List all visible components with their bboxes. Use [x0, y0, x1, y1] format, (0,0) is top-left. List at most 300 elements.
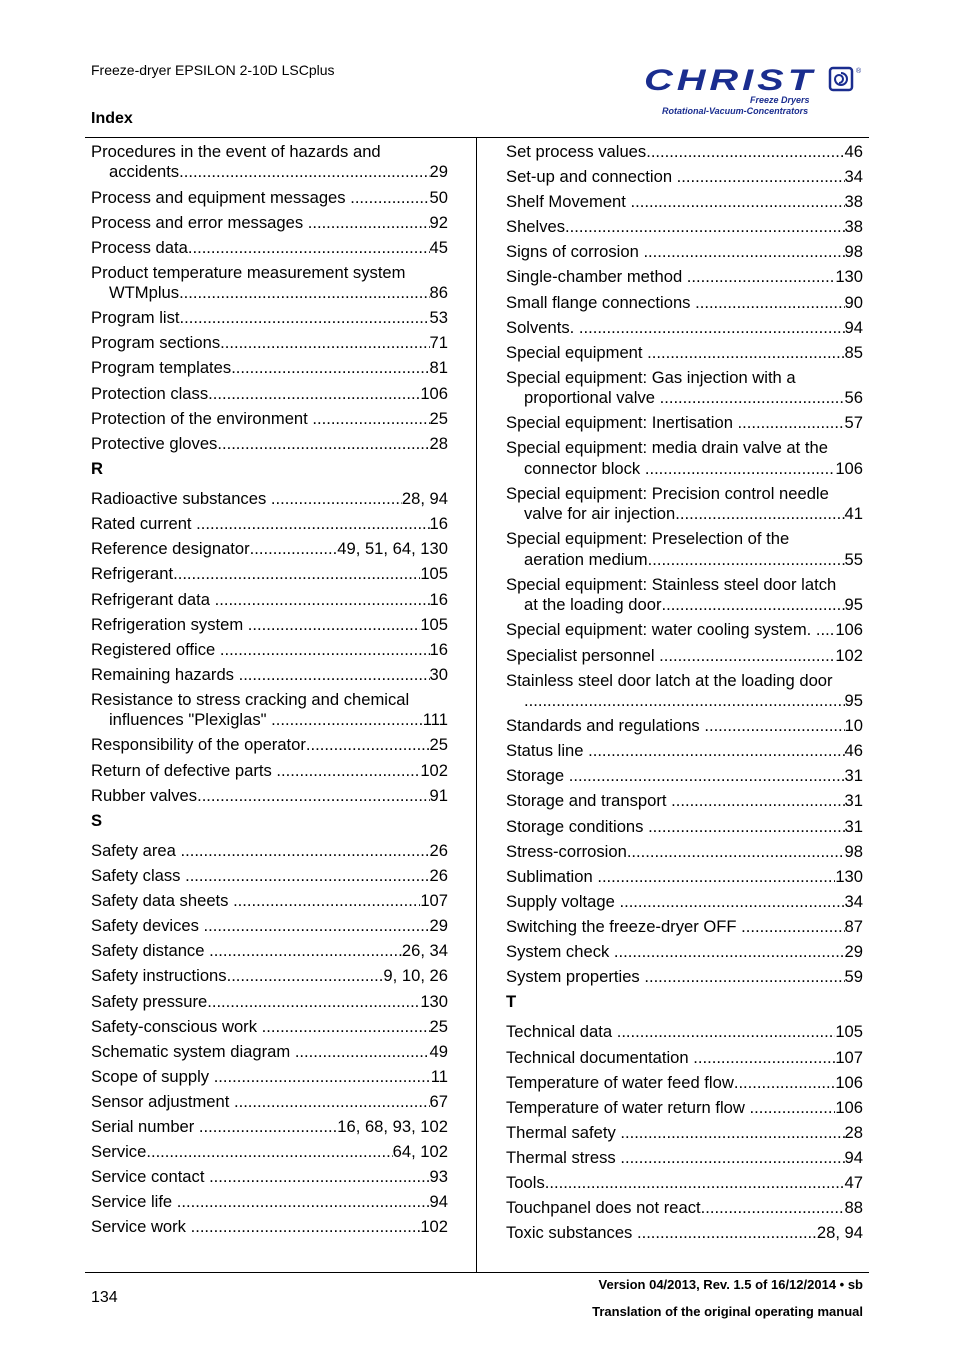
index-page-ref: 102	[835, 645, 863, 665]
index-page-ref: 130	[835, 267, 863, 287]
index-term: Special equipment: Precision control needle	[506, 483, 829, 503]
dot-leader	[227, 966, 384, 986]
index-entry-line	[91, 384, 448, 404]
registered-mark: ®	[856, 68, 862, 75]
index-entry-line	[506, 368, 863, 388]
dot-leader	[661, 595, 844, 615]
index-entry-line	[506, 646, 863, 666]
index-entry	[91, 786, 448, 806]
index-page-ref: 86	[429, 283, 448, 303]
index-entry-line	[91, 966, 448, 986]
dot-leader	[704, 716, 844, 736]
index-entry-line	[91, 761, 448, 781]
dot-leader	[617, 1022, 836, 1042]
index-entry	[91, 640, 448, 660]
index-entry-line	[91, 1017, 448, 1037]
index-page-ref: 46	[844, 741, 863, 761]
dot-leader	[631, 192, 845, 212]
dot-leader	[643, 242, 844, 262]
index-term: Protective gloves	[91, 433, 218, 453]
dot-leader	[179, 283, 429, 303]
index-entry-line	[506, 766, 863, 786]
index-page-ref: 38	[844, 217, 863, 237]
index-entry	[506, 867, 863, 887]
index-term: Special equipment	[506, 342, 648, 362]
index-entry	[91, 916, 448, 936]
dot-leader	[191, 1217, 421, 1237]
dot-leader	[645, 459, 835, 479]
header-rule	[85, 137, 869, 138]
index-page-ref: 106	[835, 620, 863, 640]
index-term: Process and equipment messages	[91, 187, 351, 207]
dot-leader	[675, 504, 844, 524]
index-term: Technical data	[506, 1022, 617, 1042]
index-term: Touchpanel does not react	[506, 1198, 701, 1218]
index-entry-line	[506, 192, 863, 212]
index-entry	[506, 217, 863, 237]
index-term: Temperature of water feed flow	[506, 1072, 734, 1092]
index-entry-line	[506, 817, 863, 837]
index-page-ref: 45	[429, 237, 448, 257]
dot-leader	[204, 916, 430, 936]
index-entry	[506, 741, 863, 761]
index-page-ref: 59	[844, 967, 863, 987]
index-page-ref: 92	[429, 212, 448, 232]
index-term: Registered office	[91, 639, 220, 659]
index-entry	[91, 539, 448, 559]
index-entry-line	[91, 142, 448, 162]
index-entry-line	[506, 741, 863, 761]
index-entry	[91, 841, 448, 861]
index-entry-line	[506, 620, 863, 640]
index-entry	[506, 368, 863, 409]
index-entry	[91, 213, 448, 233]
index-entry	[506, 167, 863, 187]
index-term: Service	[91, 1142, 147, 1162]
index-term: Technical documentation	[506, 1047, 694, 1067]
index-entry-line	[506, 142, 863, 162]
index-entry-line	[506, 575, 863, 595]
index-page-ref: 47	[844, 1173, 863, 1193]
index-page-ref: 31	[844, 766, 863, 786]
index-term: Responsibility of the operator	[91, 735, 306, 755]
christ-spiral-logo-icon	[642, 64, 867, 96]
dot-leader	[215, 590, 430, 610]
index-term: Toxic substances	[506, 1223, 637, 1243]
dot-leader	[588, 741, 844, 761]
index-entry-line	[506, 318, 863, 338]
dot-leader	[207, 992, 420, 1012]
index-entry-line	[506, 1073, 863, 1093]
index-entry-line	[91, 514, 448, 534]
index-entry	[506, 318, 863, 338]
dot-leader	[648, 817, 844, 837]
index-page-ref: 29	[429, 162, 448, 182]
index-entry-line	[506, 1198, 863, 1218]
index-entry	[91, 142, 448, 183]
index-term: valve for air injection	[524, 504, 676, 524]
index-term: Safety instructions	[91, 966, 227, 986]
index-term: Service work	[91, 1217, 191, 1237]
index-term: Process and error messages	[91, 212, 308, 232]
index-page-ref: 105	[420, 614, 448, 634]
index-entry	[506, 1022, 863, 1042]
index-term: Process data	[91, 237, 188, 257]
index-term: Specialist personnel	[506, 645, 660, 665]
index-page-ref: 38	[844, 192, 863, 212]
index-entry	[506, 766, 863, 786]
index-term: Program sections	[91, 333, 221, 353]
index-entry	[91, 966, 448, 986]
index-entry-line	[506, 892, 863, 912]
index-term: Supply voltage	[506, 891, 620, 911]
index-page-ref: 9, 10, 26	[383, 966, 448, 986]
index-page-ref: 81	[429, 358, 448, 378]
index-term: Special equipment: water cooling system.	[506, 620, 816, 640]
index-entry	[91, 333, 448, 353]
index-entry	[506, 343, 863, 363]
index-entry-line	[91, 409, 448, 429]
index-term: Sublimation	[506, 866, 598, 886]
dot-leader	[687, 267, 836, 287]
index-entry	[91, 761, 448, 781]
index-term: System properties	[506, 967, 645, 987]
index-entry-line	[506, 942, 863, 962]
index-entry-line	[506, 691, 863, 711]
index-term: Shelves	[506, 217, 566, 237]
index-term: Resistance to stress cracking and chemical	[91, 689, 410, 709]
index-page-ref: 16	[429, 589, 448, 609]
index-entry-line	[91, 539, 448, 559]
index-entry	[91, 564, 448, 584]
dot-leader	[220, 640, 430, 660]
index-entry	[91, 891, 448, 911]
doc-title: Freeze-dryer EPSILON 2-10D LSCplus	[91, 62, 335, 78]
dot-leader	[271, 489, 402, 509]
index-term: Storage and transport	[506, 791, 672, 811]
index-entry	[91, 238, 448, 258]
index-entry	[506, 142, 863, 162]
index-term: Schematic system diagram	[91, 1041, 295, 1061]
index-entry-line	[506, 217, 863, 237]
index-term: Reference designator	[91, 539, 250, 559]
index-page-ref: 26	[429, 841, 448, 860]
dot-leader	[239, 665, 430, 685]
index-term: Single-chamber method	[506, 267, 687, 287]
dot-leader	[146, 1142, 392, 1162]
index-entry-line	[91, 434, 448, 454]
logo-subtitle-2: Rotational-Vacuum-Concentrators	[662, 106, 809, 116]
index-term: Safety distance	[91, 941, 210, 961]
dot-leader	[524, 691, 845, 711]
index-entry-line	[506, 1148, 863, 1168]
index-term: proportional valve	[524, 388, 660, 408]
index-entry	[91, 1017, 448, 1037]
index-entry-line	[91, 333, 448, 353]
index-entry-line	[91, 665, 448, 685]
index-term: Solvents.	[506, 317, 579, 337]
index-term: Safety devices	[91, 916, 204, 936]
dot-leader	[295, 1042, 430, 1062]
index-page-ref: 130	[420, 991, 448, 1011]
index-page-ref: 16	[429, 639, 448, 659]
index-entry-line	[91, 1192, 448, 1212]
index-page-ref: 28	[429, 433, 448, 453]
index-entry-line	[91, 866, 448, 886]
index-term: Thermal safety	[506, 1122, 621, 1142]
index-term: Switching the freeze-dryer OFF	[506, 916, 742, 936]
index-entry	[506, 1223, 863, 1243]
index-entry	[91, 489, 448, 509]
index-page-ref: 98	[844, 242, 863, 262]
index-entry-line	[506, 671, 863, 691]
index-page-ref: 106	[835, 1097, 863, 1117]
index-page-ref: 102	[420, 760, 448, 780]
index-entry	[506, 892, 863, 912]
index-term: Program list	[91, 308, 180, 328]
index-term: Storage	[506, 766, 569, 786]
dot-leader	[214, 1067, 431, 1087]
index-entry-line	[91, 1167, 448, 1187]
index-entry	[91, 384, 448, 404]
index-entry	[91, 514, 448, 534]
index-entry	[91, 1142, 448, 1162]
index-entry	[91, 358, 448, 378]
index-entry-line	[506, 343, 863, 363]
index-entry	[506, 942, 863, 962]
index-page-ref: 105	[835, 1022, 863, 1042]
christ-logo	[642, 64, 867, 120]
index-entry-line	[91, 1092, 448, 1112]
index-entry	[506, 620, 863, 640]
index-entry-line	[91, 162, 448, 182]
index-entry-line	[91, 640, 448, 660]
index-page-ref: 57	[844, 413, 863, 433]
index-entry-line	[506, 267, 863, 287]
index-term: Radioactive substances	[91, 489, 271, 509]
index-entry	[506, 267, 863, 287]
dot-leader	[179, 162, 429, 182]
dot-leader	[597, 867, 835, 887]
index-entry	[506, 716, 863, 736]
dot-leader	[276, 761, 420, 781]
index-entry-line	[91, 1042, 448, 1062]
index-page-ref: 95	[844, 691, 863, 711]
index-entry-line	[506, 791, 863, 811]
index-page-ref: 28, 94	[401, 489, 448, 509]
index-entry	[506, 438, 863, 479]
dot-leader	[627, 842, 845, 862]
index-entry	[91, 1042, 448, 1062]
dot-leader	[569, 766, 845, 786]
index-page-ref: 85	[844, 342, 863, 362]
index-term: Thermal stress	[506, 1147, 621, 1167]
index-entry-line	[506, 1123, 863, 1143]
index-column-right	[506, 142, 863, 1248]
index-entry	[506, 242, 863, 262]
index-entry-line	[91, 308, 448, 328]
index-term: Return of defective parts	[91, 760, 277, 780]
index-term: Procedures in the event of hazards and	[91, 142, 381, 161]
index-entry-line	[91, 1117, 448, 1137]
index-term: Protection class	[91, 383, 209, 403]
dot-leader	[185, 866, 429, 886]
index-entry-line	[91, 358, 448, 378]
dot-leader	[741, 917, 844, 937]
index-entry-line	[506, 504, 863, 524]
index-letter-heading: S	[91, 811, 103, 830]
index-column-left	[91, 142, 448, 1243]
index-entry	[506, 817, 863, 837]
index-page-ref: 106	[835, 1072, 863, 1092]
index-page-ref: 130	[835, 866, 863, 886]
index-entry-line	[91, 263, 448, 283]
dot-leader	[644, 967, 844, 987]
section-label: Index	[91, 110, 133, 127]
index-term: Remaining hazards	[91, 664, 239, 684]
index-entry-line	[506, 1022, 863, 1042]
index-entry-line	[91, 735, 448, 755]
dot-leader	[648, 550, 845, 570]
index-entry	[91, 665, 448, 685]
index-page-ref: 107	[420, 891, 448, 911]
index-entry	[506, 917, 863, 937]
dot-leader	[196, 514, 429, 534]
column-divider	[476, 138, 477, 1272]
footer-version: Version 04/2013, Rev. 1.5 of 16/12/2014 • sb	[598, 1277, 863, 1292]
index-page-ref: 98	[844, 841, 863, 861]
dot-leader	[199, 1117, 337, 1137]
index-page-ref: 29	[429, 916, 448, 936]
index-term: accidents	[109, 162, 180, 182]
index-entry	[506, 413, 863, 433]
index-page-ref: 105	[420, 564, 448, 584]
index-term: Special equipment: Inertisation	[506, 413, 738, 433]
index-page-ref: 31	[844, 791, 863, 811]
dot-leader	[738, 413, 845, 433]
index-page-ref: 56	[844, 388, 863, 408]
index-entry-line	[91, 238, 448, 258]
index-page-ref: 111	[422, 710, 448, 730]
dot-leader	[234, 1092, 430, 1112]
index-page-ref: 31	[844, 816, 863, 836]
index-page-ref: 25	[429, 735, 448, 755]
index-entry	[506, 1198, 863, 1218]
index-page-ref: 55	[844, 549, 863, 569]
dot-leader	[262, 1017, 430, 1037]
index-page-ref: 106	[835, 458, 863, 478]
index-entry	[506, 529, 863, 570]
index-entry-line	[506, 242, 863, 262]
index-page-ref: 95	[844, 595, 863, 615]
index-entry	[506, 842, 863, 862]
index-term: Safety pressure	[91, 991, 208, 1011]
index-entry-line	[506, 716, 863, 736]
index-entry	[91, 866, 448, 886]
logo-wordmark: CHRIST	[644, 64, 816, 96]
index-term: Special equipment: Stainless steel door latch	[506, 574, 837, 594]
index-entry-line	[91, 283, 448, 303]
index-entry-line	[506, 293, 863, 313]
index-term: at the loading door	[524, 595, 662, 615]
index-entry-line	[506, 438, 863, 458]
logo-subtitle-1: Freeze Dryers	[750, 95, 810, 105]
index-entry	[91, 941, 448, 961]
index-entry	[506, 671, 863, 712]
index-page-ref: 67	[429, 1091, 448, 1111]
index-entry	[91, 1217, 448, 1237]
dot-leader	[749, 1098, 835, 1118]
index-entry-line	[506, 867, 863, 887]
index-page-ref: 49	[429, 1041, 448, 1061]
index-entry-line	[506, 1223, 863, 1243]
index-page-ref: 29	[844, 941, 863, 961]
footer-translation: Translation of the original operating manual	[592, 1304, 863, 1319]
index-entry	[91, 188, 448, 208]
index-page-ref: 30	[429, 664, 448, 684]
index-term: Safety class	[91, 866, 186, 886]
dot-leader	[308, 213, 430, 233]
index-entry-line	[91, 891, 448, 911]
index-page-ref: 41	[844, 504, 863, 524]
index-entry-line	[91, 992, 448, 1012]
index-page-ref: 28	[844, 1122, 863, 1142]
index-page-ref: 106	[420, 383, 448, 403]
index-entry-line	[506, 1098, 863, 1118]
index-entry	[91, 1092, 448, 1112]
index-page-ref: 53	[429, 308, 448, 328]
index-entry-line	[506, 1173, 863, 1193]
dot-leader	[646, 142, 844, 162]
dot-leader	[816, 620, 835, 640]
index-entry-line	[506, 967, 863, 987]
index-term: Sensor adjustment	[91, 1091, 234, 1111]
index-term: aeration medium	[524, 549, 648, 569]
index-entry	[506, 1173, 863, 1193]
index-term: Refrigeration system	[91, 614, 248, 634]
index-page-ref: 25	[429, 1016, 448, 1036]
index-page-ref: 49, 51, 64, 130	[337, 539, 448, 559]
index-entry-line	[506, 550, 863, 570]
dot-leader	[545, 1173, 845, 1193]
index-entry	[506, 791, 863, 811]
index-page-ref: 94	[844, 317, 863, 337]
index-term: Special equipment: media drain valve at the	[506, 438, 828, 458]
index-entry-line	[91, 590, 448, 610]
dot-leader	[220, 333, 429, 353]
dot-leader	[231, 358, 429, 378]
index-page-ref: 87	[844, 916, 863, 936]
dot-leader	[701, 1198, 845, 1218]
index-letter-heading: T	[506, 992, 517, 1012]
index-entry-line	[506, 167, 863, 187]
dot-leader	[565, 217, 844, 237]
index-page-ref: 46	[844, 142, 863, 161]
index-term: Storage conditions	[506, 816, 649, 836]
dot-leader	[693, 1048, 835, 1068]
dot-leader	[180, 308, 430, 328]
dot-leader	[209, 941, 402, 961]
index-page-ref: 94	[429, 1192, 448, 1212]
index-term: Product temperature measurement system	[91, 262, 406, 282]
index-term: Protection of the environment	[91, 408, 313, 428]
index-term: Rubber valves	[91, 785, 198, 805]
index-entry-line	[506, 529, 863, 549]
index-term: Safety data sheets	[91, 891, 234, 911]
index-page-ref: 25	[429, 408, 448, 428]
index-term: influences "Plexiglas"	[109, 710, 272, 730]
index-entry-line	[91, 213, 448, 233]
